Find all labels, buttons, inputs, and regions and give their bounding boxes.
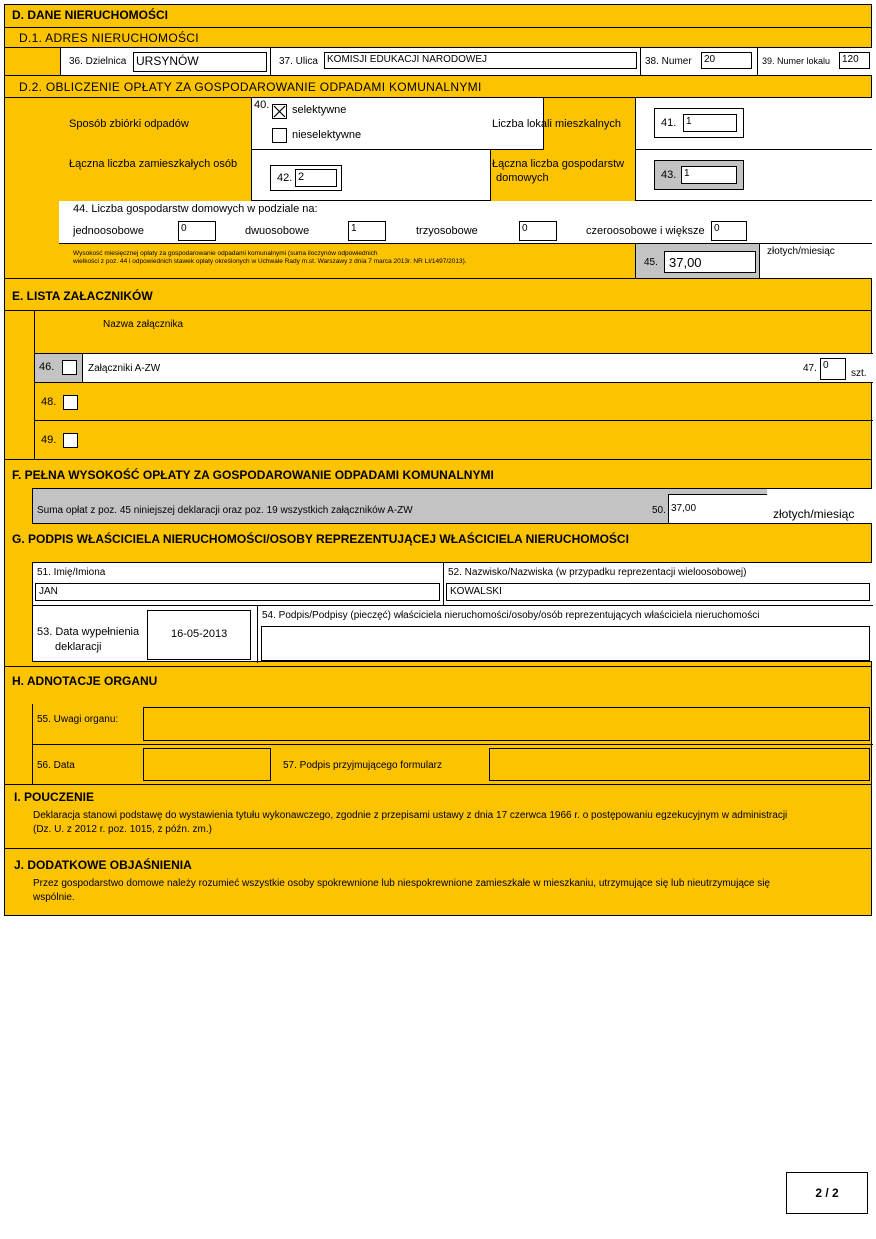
section-j xyxy=(4,848,872,916)
units-field[interactable]: 1 xyxy=(683,114,737,132)
two-field[interactable]: 1 xyxy=(348,221,386,241)
lastname-cell xyxy=(444,563,873,605)
date-field: 16-05-2013 xyxy=(171,628,228,640)
households-box xyxy=(654,160,744,190)
units-label: Liczba lokali mieszkalnych xyxy=(492,118,621,130)
remarks-label: 55. Uwagi organu: xyxy=(37,714,119,725)
fee-note-2: wielkości z poz. 44 i odpowiednich stawek opłaty określonych w Uchwale Rady m.st. Warszawy z dnia 7 marca 2013r. NR LI/1497/2013). xyxy=(73,258,467,265)
section-d2-title: D.2. OBLICZENIE OPŁATY ZA GOSPODAROWANIE ODPADAMI KOMUNALNYMI xyxy=(4,76,872,98)
selective-label: selektywne xyxy=(292,104,347,116)
persons-cell xyxy=(251,150,491,201)
pos47-label: 47. xyxy=(803,363,817,374)
sum-unit: złotych/miesiąc xyxy=(773,507,855,521)
signature-block xyxy=(32,562,872,662)
households-label-1: Łączna liczba gospodarstw xyxy=(492,158,625,170)
sum-unit-cell xyxy=(767,488,872,524)
households-field: 1 xyxy=(681,166,737,184)
number-label: 38. Numer xyxy=(645,56,692,67)
two-label: dwuosobowe xyxy=(245,225,310,237)
pos49-label: 49. xyxy=(41,434,57,446)
split-label: 44. Liczba gospodarstw domowych w podziale na: xyxy=(73,203,318,215)
signature-field[interactable] xyxy=(261,626,870,661)
attachment-count-unit: szt. xyxy=(851,368,867,379)
section-f-title: F. PEŁNA WYSOKOŚĆ OPŁATY ZA GOSPODAROWANIE ODPADAMI KOMUNALNYMI xyxy=(4,459,872,488)
persons-box xyxy=(270,165,342,191)
attachment-48-checkbox[interactable] xyxy=(63,395,78,410)
pos48-label: 48. xyxy=(41,396,57,408)
households-cell xyxy=(635,150,872,201)
section-g-title: G. PODPIS WŁAŚCICIELA NIERUCHOMOŚCI/OSOBY REPREZENTUJĄCEJ WŁAŚCICIELA NIERUCHOMOŚCI xyxy=(12,532,629,546)
one-field[interactable]: 0 xyxy=(178,221,216,241)
page-number: 2 / 2 xyxy=(815,1186,839,1200)
unit-cell xyxy=(758,48,872,75)
pos43-label: 43. xyxy=(661,169,677,181)
section-j-title: J. DODATKOWE OBJAŚNIENIA xyxy=(14,858,192,872)
units-box xyxy=(654,108,744,138)
pos46-cell xyxy=(35,354,83,382)
units-cell xyxy=(635,98,872,150)
date-cell xyxy=(33,605,258,663)
address-row xyxy=(4,48,872,76)
split-row xyxy=(59,201,872,244)
sum-row xyxy=(32,488,767,524)
sum-label: Suma opłat z poz. 45 niniejszej deklaracji oraz poz. 19 wszystkich załączników A-ZW xyxy=(37,505,413,516)
four-label: czeroosobowe i większe xyxy=(586,225,705,237)
section-i-text-1: Deklaracja stanowi podstawę do wystawienia tytułu wykonawczego, zgodnie z przepisami ustawy z dnia 17 czerwca 1966 r. o postępowaniu egzekucyjnym w administracji xyxy=(33,810,788,821)
d2-body xyxy=(59,98,872,278)
e-list xyxy=(34,311,872,459)
page-number-box xyxy=(786,1172,868,1214)
section-i xyxy=(4,784,872,848)
district-label: 36. Dzielnica xyxy=(69,56,127,67)
four-field[interactable]: 0 xyxy=(711,221,747,241)
date-field-box[interactable] xyxy=(147,610,251,660)
fee-row xyxy=(59,244,872,278)
attachment-name: Załączniki A-ZW xyxy=(88,363,161,374)
section-e-title: E. LISTA ZAŁACZNIKÓW xyxy=(4,278,872,311)
signature-label: 54. Podpis/Podpisy (pieczęć) właściciela nieruchomości/osoby/osób reprezentujących właściciela nieruchomości xyxy=(262,610,760,621)
nonselective-label: nieselektywne xyxy=(292,129,362,141)
receive-date-field[interactable] xyxy=(143,748,271,781)
firstname-cell xyxy=(33,563,444,605)
section-i-title: I. POUCZENIE xyxy=(14,790,95,804)
one-label: jednoosobowe xyxy=(73,225,144,237)
persons-field[interactable]: 2 xyxy=(295,169,337,187)
collection-label: Sposób zbiórki odpadów xyxy=(69,118,189,130)
receiver-label: 57. Podpis przyjmującego formularz xyxy=(283,760,442,771)
fee-note-1: Wysokość miesięcznej opłaty za gospodarowanie odpadami komunalnymi (suma iloczynów odpowiednich xyxy=(73,250,378,257)
attachment-column-label: Nazwa załącznika xyxy=(103,319,184,330)
three-field[interactable]: 0 xyxy=(519,221,557,241)
attachment-49-checkbox[interactable] xyxy=(63,433,78,448)
h-divider xyxy=(33,744,873,745)
firstname-label: 51. Imię/Imiona xyxy=(37,567,106,578)
three-label: trzyosobowe xyxy=(416,225,478,237)
receive-date-label: 56. Data xyxy=(37,760,75,771)
attachment-row-48 xyxy=(35,383,873,421)
selective-checkbox[interactable] xyxy=(272,104,287,119)
unit-label: 39. Numer lokalu xyxy=(762,56,831,66)
signature-cell xyxy=(258,605,873,663)
district-cell xyxy=(60,48,271,75)
attachment-row-46 xyxy=(35,353,873,383)
section-h-title: H. ADNOTACJE ORGANU xyxy=(4,666,872,704)
nonselective-checkbox[interactable] xyxy=(272,128,287,143)
section-j-text-2: wspólnie. xyxy=(33,892,75,903)
fee-cell xyxy=(635,244,760,278)
section-j-text-1: Przez gospodarstwo domowe należy rozumieć wszystkie osoby spokrewnione lub niespokrewnione zamieszkałe w mieszkaniu, utrzymujące się lub nieutrzymujące się xyxy=(33,878,770,889)
pos40-label: 40. xyxy=(254,99,270,111)
date-label-2: deklaracji xyxy=(55,641,102,653)
pos45-label: 45. xyxy=(644,257,658,268)
pos42-label: 42. xyxy=(277,172,293,184)
lastname-label: 52. Nazwisko/Nazwiska (w przypadku reprezentacji wieloosobowej) xyxy=(448,567,747,578)
attachment-count-field[interactable]: 0 xyxy=(820,358,846,380)
sum-field: 37,00 xyxy=(668,494,769,524)
receiver-signature-field[interactable] xyxy=(489,748,870,781)
pos50-label: 50. xyxy=(652,505,666,516)
street-field[interactable]: KOMISJI EDUKACJI NARODOWEJ xyxy=(324,52,637,69)
district-field[interactable]: URSYNÓW xyxy=(133,52,267,72)
attachment-row-49 xyxy=(35,421,873,459)
street-cell xyxy=(271,48,641,75)
number-cell xyxy=(641,48,758,75)
unit-field[interactable]: 120 xyxy=(839,52,870,69)
remarks-field[interactable] xyxy=(143,707,870,741)
fee-field: 37,00 xyxy=(664,251,756,273)
number-field[interactable]: 20 xyxy=(701,52,752,69)
attachment-46-checkbox[interactable] xyxy=(62,360,77,375)
street-label: 37. Ulica xyxy=(279,56,318,67)
cross-mark-icon xyxy=(273,105,286,118)
section-i-text-2: (Dz. U. z 2012 r. poz. 1015, z późn. zm.) xyxy=(33,824,212,835)
section-d-title: D. DANE NIERUCHOMOŚCI xyxy=(4,4,872,28)
firstname-field[interactable]: JAN xyxy=(35,583,440,601)
date-label-1: 53. Data wypełnienia xyxy=(37,626,140,638)
persons-label: Łączna liczba zamieszkałych osób xyxy=(69,158,238,170)
h-body xyxy=(32,704,872,784)
lastname-field[interactable]: KOWALSKI xyxy=(446,583,870,601)
section-d1-title: D.1. ADRES NIERUCHOMOŚCI xyxy=(4,28,872,48)
households-label-2: domowych xyxy=(496,172,549,184)
pos41-label: 41. xyxy=(661,117,677,129)
fee-unit: złotych/miesiąc xyxy=(767,246,835,257)
pos46-label: 46. xyxy=(39,361,55,373)
fee-unit-cell xyxy=(760,244,872,278)
